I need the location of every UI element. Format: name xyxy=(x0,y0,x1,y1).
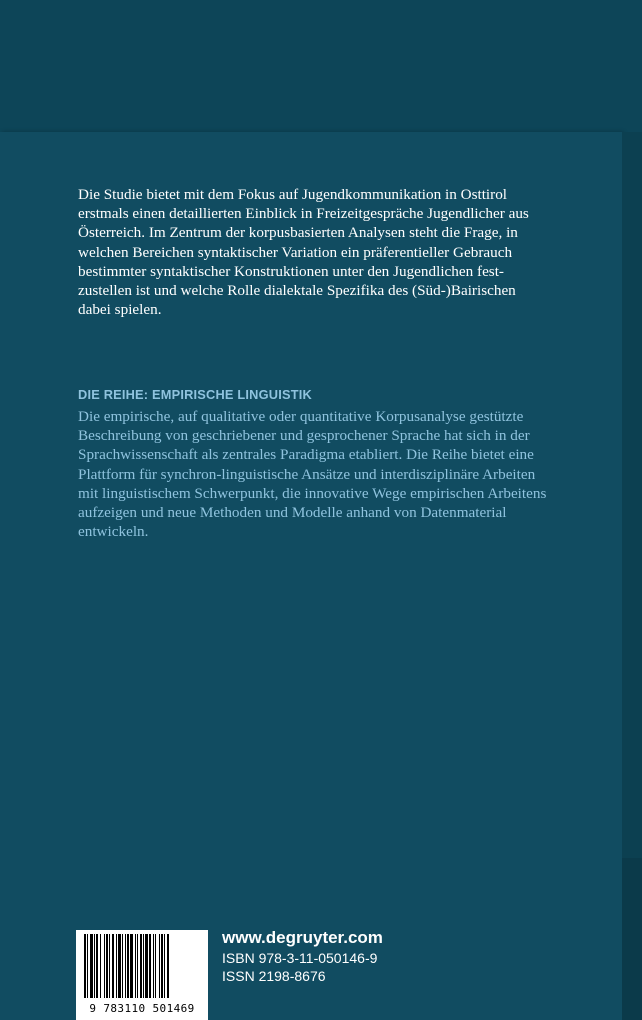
description-line: Österreich. Im Zentrum der korpusbasierten Analysen steht die Frage, in xyxy=(78,224,518,242)
description-line: welchen Bereichen syntaktischer Variation ein präferentieller Gebrauch xyxy=(78,243,513,261)
top-band xyxy=(0,0,642,132)
description-line: erstmals einen detaillierten Einblick in Freizeitgespräche Jugendlicher aus xyxy=(78,205,529,223)
series-line: entwickeln. xyxy=(78,523,149,541)
description-line: dabei spielen. xyxy=(78,301,162,319)
description-line: bestimmter syntaktischer Konstruktionen unter den Jugendlichen fest- xyxy=(78,262,504,280)
barcode xyxy=(76,930,208,1020)
isbn: ISBN 978-3-11-050146-9 xyxy=(222,950,378,966)
series-line: Plattform für synchron-linguistische Ansätze und interdisziplinäre Arbeiten xyxy=(78,465,536,483)
barcode-digits: 9 783110 501469 xyxy=(89,1002,195,1015)
series-line: mit linguistischem Schwerpunkt, die innovative Wege empirischen Arbeitens xyxy=(78,484,547,502)
description-line: Die Studie bietet mit dem Fokus auf Jugendkommunikation in Osttirol xyxy=(78,186,508,203)
series-heading: DIE REIHE: EMPIRISCHE LINGUISTIK xyxy=(78,387,312,402)
series-description xyxy=(78,407,578,541)
spine-strip-lower xyxy=(622,858,642,1020)
series-line: Sprachwissenschaft als zentrales Paradigma etabliert. Die Reihe bietet eine xyxy=(78,446,534,464)
issn: ISSN 2198-8676 xyxy=(222,968,326,984)
book-description xyxy=(78,185,578,319)
series-line: Beschreibung von geschriebener und gesprochener Sprache hat sich in der xyxy=(78,427,530,445)
description-line: zustellen ist und welche Rolle dialektale Spezifika des (Süd-)Bairischen xyxy=(78,282,516,300)
series-line: aufzeigen und neue Methoden und Modelle anhand von Datenmaterial xyxy=(78,504,507,522)
publisher-info xyxy=(222,927,383,985)
publisher-url[interactable]: www.degruyter.com xyxy=(222,928,383,947)
series-line: Die empirische, auf qualitative oder quantitative Korpusanalyse gestützte xyxy=(78,408,524,425)
barcode-bars-icon xyxy=(82,934,202,1000)
